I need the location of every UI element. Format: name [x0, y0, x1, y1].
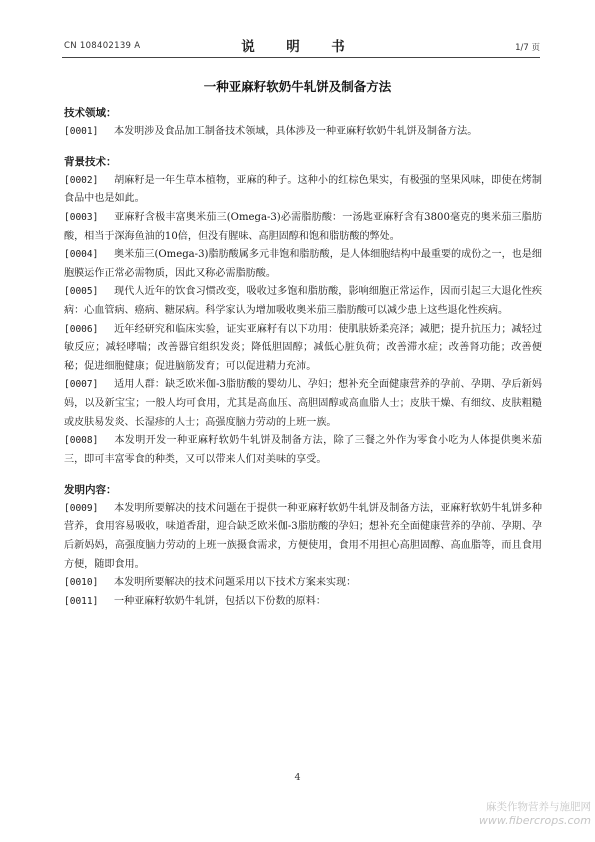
paragraph-text: 适用人群：缺乏欧米伽-3脂肪酸的婴幼儿、孕妇；想补充全面健康营养的孕前、孕期、孕后新妈妈，以及新宝宝；一般人均可食用，尤其是高血压、高胆固醇或高血脂人士；皮肤干燥、有细纹、皮肤粗糙或皮肤易发炎、长湿疹的人士；高强度脑力劳动的上班一族。 — [64, 379, 542, 428]
paragraph — [64, 172, 542, 209]
paragraph-text: 胡麻籽是一年生草本植物，亚麻的种子。这种小的红棕色果实，有极强的坚果风味，即使在烤制食品中也是如此。 — [64, 174, 542, 205]
paragraph-text: 本发明开发一种亚麻籽软奶牛轧饼及制备方法，除了三餐之外作为零食小吃为人体提供奥米茄三，即可丰富零食的种类，又可以带来人们对美味的享受。 — [64, 435, 542, 465]
paragraph-text: 本发明所要解决的技术问题采用以下技术方案来实现： — [114, 577, 357, 589]
watermark-url: www.fibercrops.com — [478, 814, 591, 827]
paragraph-id: [0005] — [64, 286, 99, 298]
paragraph-text: 本发明涉及食品加工制备技术领域，具体涉及一种亚麻籽软奶牛轧饼及制备方法。 — [114, 125, 478, 137]
paragraph — [64, 321, 542, 377]
paragraph-id: [0011] — [64, 595, 99, 607]
section-technical-field — [64, 104, 542, 141]
paragraph-text: 一种亚麻籽软奶牛轧饼，包括以下份数的原料： — [114, 595, 326, 607]
paragraph — [64, 432, 542, 469]
paragraph-id: [0006] — [64, 323, 99, 335]
section-heading: 背景技术： — [64, 156, 117, 169]
paragraph-id: [0007] — [64, 379, 99, 391]
document-body — [64, 104, 542, 611]
paragraph — [64, 376, 542, 432]
paragraph-text: 奥米茄三(Omega-3)脂肪酸属多元非饱和脂肪酸，是人体细胞结构中最重要的成份之一，也是细胞膜运作正常必需物质，因此又称必需脂肪酸。 — [64, 249, 542, 279]
section-summary — [64, 481, 542, 611]
header-divider — [62, 57, 540, 58]
paragraph-id: [0001] — [64, 125, 99, 137]
paragraph — [64, 246, 542, 283]
patent-number: CN 108402139 A — [64, 41, 141, 51]
watermark-site-name: 麻类作物营养与施肥网 — [486, 801, 591, 813]
paragraph — [64, 209, 542, 246]
paragraph-id: [0003] — [64, 211, 99, 223]
paragraph-id: [0009] — [64, 502, 99, 514]
paragraph — [64, 123, 542, 142]
paragraph-id: [0004] — [64, 249, 99, 261]
page-number: 4 — [294, 772, 301, 783]
section-background-art — [64, 153, 542, 469]
paragraph-id: [0008] — [64, 435, 99, 447]
paragraph — [64, 283, 542, 320]
section-heading: 发明内容： — [64, 484, 117, 497]
paragraph-id: [0010] — [64, 577, 99, 589]
paragraph-id: [0002] — [64, 174, 99, 186]
section-heading: 技术领域： — [64, 107, 117, 119]
paragraph-text: 亚麻籽含极丰富奥米茄三(Omega-3)必需脂肪酸：一汤匙亚麻籽含有3800毫克的奥米茄三脂肪酸，相当于深海鱼油的10倍，但没有腥味、高胆固醇和饱和脂肪酸的弊处。 — [64, 211, 542, 242]
paragraph — [64, 500, 542, 574]
invention-title: 一种亚麻籽软奶牛轧饼及制备方法 — [203, 79, 392, 94]
paragraph-text: 本发明所要解决的技术问题在于提供一种亚麻籽软奶牛轧饼及制备方法，亚麻籽软奶牛轧饼多种营养，食用容易吸收，味道香甜，迎合缺乏欧米伽-3脂肪酸的孕妇；想补充全面健康营养的孕前、孕期、孕后新妈妈，高强度脑力劳动的上班一族摄食需求，方便使用，食用不用担心高胆固醇、高血脂等，而且食用方便，随即食用。 — [64, 502, 542, 570]
paragraph — [64, 574, 542, 593]
paragraph-text: 近年经研究和临床实验，证实亚麻籽有以下功用：使肌肤娇柔亮泽；减肥；提升抗压力；减轻过敏反应；减轻哮喘；改善器官组织发炎；降低胆固醇；减低心脏负荷；改善滞水症；改善肾功能；改善便秘；促进细胞健康；促进脑筋发育；可以促进精力充沛。 — [64, 323, 542, 372]
document-type-title: 说 明 书 — [241, 39, 354, 55]
site-watermark — [431, 800, 591, 828]
page-indicator: 1/7 页 — [515, 43, 540, 53]
paragraph — [64, 593, 542, 612]
paragraph-text: 现代人近年的饮食习惯改变，吸收过多饱和脂肪酸，影响细胞正常运作，因而引起三大退化性疾病：心血管病、癌病、糖尿病。科学家认为增加吸收奥米茄三脂肪酸可以减少患上这些退化性疾病。 — [64, 286, 542, 316]
